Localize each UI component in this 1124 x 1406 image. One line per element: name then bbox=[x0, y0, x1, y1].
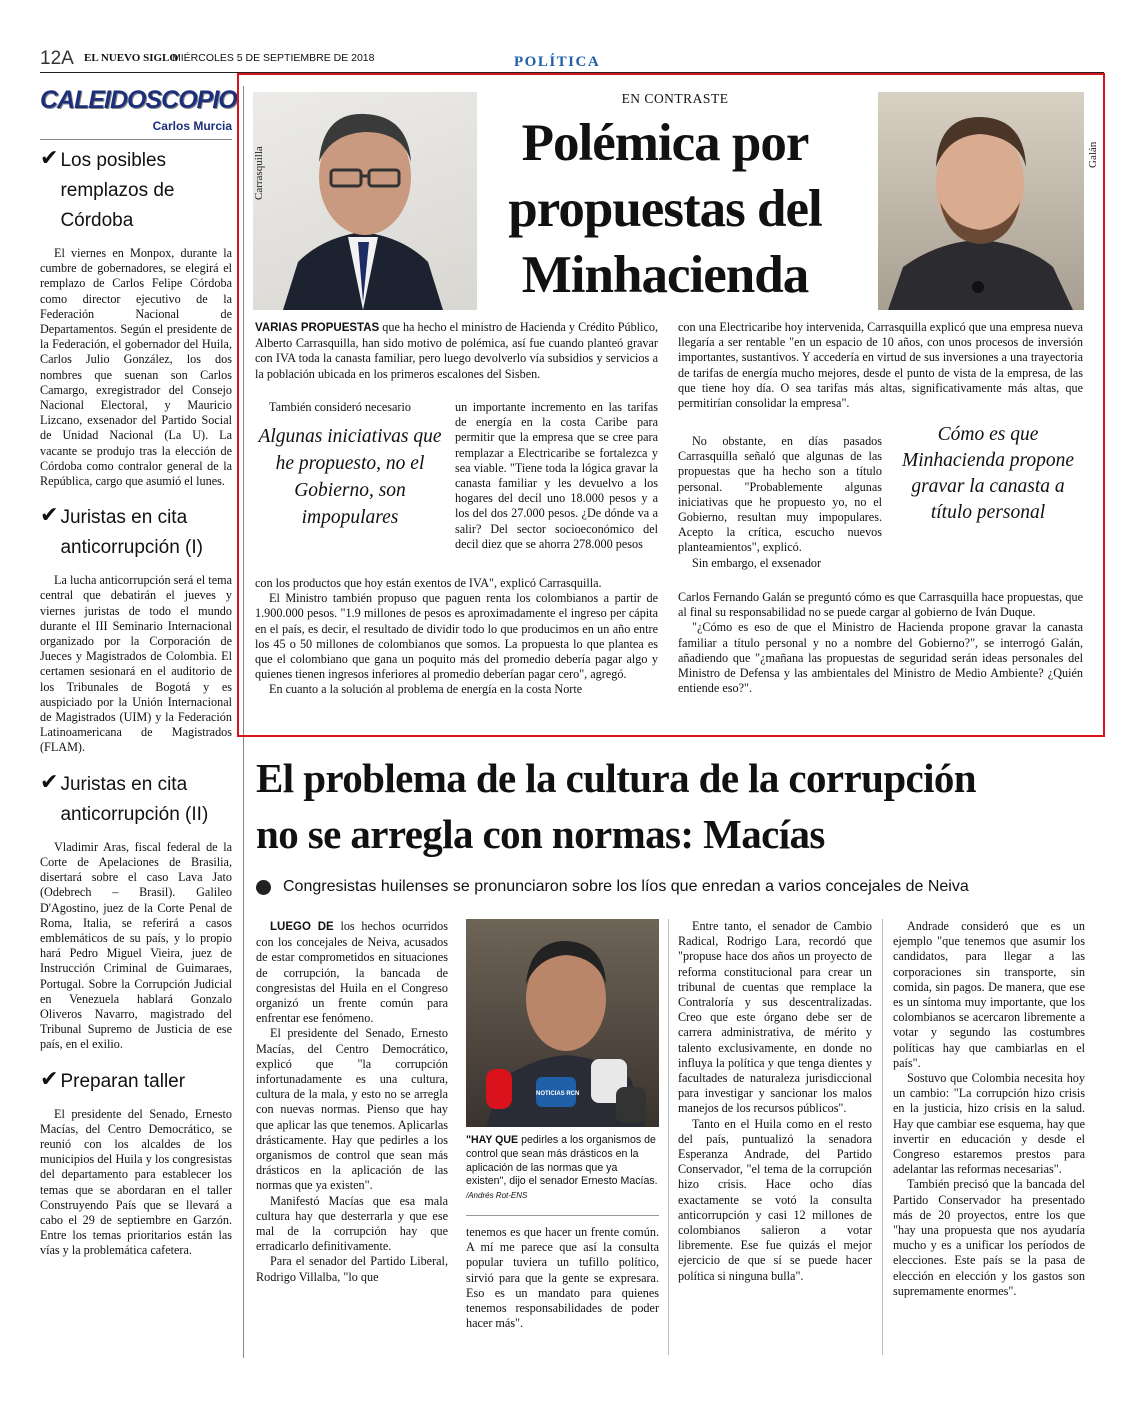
checkmark-icon: ✔ bbox=[40, 769, 59, 795]
story-kicker: EN CONTRASTE bbox=[621, 91, 729, 106]
second-story-col4 bbox=[893, 919, 1085, 1299]
paragraph: También precisó que la bancada del Partido Conservador ha presentado más de 20 proyectos, entre los que "hay una propuesta que nos ayudaría mucho y es a unificar los períodos de elecciones. Este país se la pasa de elección en elección y los gastos son supremamente enormes". bbox=[893, 1177, 1085, 1298]
top-story-col1-lower bbox=[255, 576, 658, 698]
subhead-text: Congresistas huilenses se pronunciaron sobre los líos que enredan a varios concejales de Neiva bbox=[283, 878, 969, 895]
sidebar-item-text: El presidente del Senado, Ernesto Macías, del Centro Democrático, se reunió con los alcaldes de los municipios del Huila y los congresistas del departamento para establecer los temas que se abordaran en el taller Construyendo País que se llevará a cabo el 29 de septiembre en Garzón. Entre los temas prioritarios están las vías y la problemática cafetera. bbox=[40, 1106, 232, 1258]
pull-quote-right: Cómo es que Minhacienda propone gravar la canasta a título personal bbox=[901, 424, 1075, 523]
column-author: Carlos Murcia bbox=[152, 119, 232, 133]
sidebar-item-title: Preparan taller bbox=[60, 1070, 186, 1092]
second-subhead bbox=[256, 878, 1104, 896]
second-story-col1 bbox=[256, 919, 448, 1285]
paragraph: El Ministro también propuso que paguen renta los colombianos a partir de 1.900.000 pesos. "1.9 millones de pesos es aproximadamente el ingreso per cápita en el país, es decir, el resultado de dividir todo lo que producimos en un año entre los 45 o 50 millones de colombianos que somos. La propuesta lo que plantea es que el colombiano que gana un poquito más del promedio debería pagar algo y quienes tienen ingresos inferiores al promedio deberían pagar cero", agregó. bbox=[255, 591, 658, 682]
macias-photo bbox=[466, 919, 659, 1127]
sidebar-item bbox=[40, 1067, 232, 1259]
headline-line: no se arregla con normas: Macías bbox=[256, 811, 825, 857]
mic-label: NOTICIAS RCN bbox=[536, 1091, 580, 1097]
second-headline bbox=[256, 750, 1104, 862]
carrasquilla-photo bbox=[253, 92, 477, 310]
paragraph: En cuanto a la solución al problema de energía en la costa Norte bbox=[269, 682, 583, 697]
sidebar-item-text: La lucha anticorrupción será el tema central que debatirán el jueves y viernes juristas de todo el mundo durante el III Seminario Internacional organizado por la Corporación de Jueces y Magistrados de Colombia. El certamen sesionará en el auditorio de los Tribunales de Bogotá y es auspiciado por la Unión Internacional de Magistrados (UIM) y la Federación Latinoamericana de Magistrados (FLAM). bbox=[40, 573, 232, 755]
pull-quote-left: Algunas iniciativas que he propuesto, no el Gobierno, son impopulares bbox=[258, 426, 442, 528]
paragraph: Sostuvo que Colombia necesita hoy un cambio: "La corrupción hizo crisis en la justicia, hizo crisis en la salud. Hay que cambiar ese esquema, hay que invertir en educación y desde el Congreso estaremos prestos para adelantar las reformas necesarias". bbox=[893, 1071, 1085, 1177]
top-story-col1 bbox=[255, 320, 658, 382]
lead-caps: LUEGO DE bbox=[270, 921, 334, 933]
headline-line: Polémica por bbox=[521, 114, 809, 172]
paragraph: Carlos Fernando Galán se preguntó cómo es que Carrasquilla hace propuestas, que al final su responsabilidad no se puede cargar al gobierno de Iván Duque. bbox=[678, 590, 1083, 620]
top-story-col2 bbox=[678, 320, 1083, 411]
paragraph bbox=[255, 320, 658, 382]
lead-caps: VARIAS PROPUESTAS bbox=[255, 322, 380, 334]
paragraph: Andrade consideró que es un ejemplo "que tenemos que asumir los candidatos, para llegar a las corporaciones sin transporte, sin comida, sin pagos. De manera, que ese es un síntoma muy importante, que los colombianos se acercaron libremente a votar y segundo las costumbres políticas hay que cambiarlas en el país". bbox=[893, 919, 1085, 1070]
sidebar-item-text: Vladimir Aras, fiscal federal de la Corte de Apelaciones de Brasilia, disertará sobre el caso Lava Jato (Odebrech – Brasil). Galileo D'Agostino, juez de la Corte Penal de Roma, Italia, se referirá a casos emblemáticos de su país, y lo propio hará Pedro Miguel Vieira, juez de Instrucción Criminal de Guimaraes, Portugal. Sobre la Corrupción Judicial en Venezuela hablará Gonzalo Oliveros Navarro, magistrado del Tribunal Supremo de Justicia de ese país, en el exilio. bbox=[40, 839, 232, 1052]
paragraph: tenemos es que hacer un frente común. A mí me parece que así la consulta popular tuviera un tufillo político, sirvió para que la gente se expresara. Eso es un mandato para quienes tenemos responsabilidades de poder hacer más". bbox=[466, 1225, 659, 1331]
top-story-col1-intro: También consideró necesario bbox=[269, 400, 411, 414]
photo-caption-left: Carrasquilla bbox=[253, 146, 265, 200]
bullet-icon bbox=[256, 880, 271, 895]
top-headline bbox=[475, 110, 855, 308]
section-label: POLÍTICA bbox=[514, 54, 601, 70]
paragraph: Tanto en el Huila como en el resto del país, puntualizó la senadora Esperanza Andrade, del Partido Conservador, "el tema de la corrupción hizo crisis. Hace ocho días exactamente se votó la consulta anticorrupción y casi 12 millones de colombianos salieron a votar libremente. Ese fue quizás el mejor ejercicio de que sí se puede hacer política si ninguna bulla". bbox=[678, 1116, 872, 1283]
paragraph: "¿Cómo es eso de que el Ministro de Hacienda propone gravar la canasta familiar a título personal y no a nombre del Gobierno?", se interrogó Galán, añadiendo que "¿mañana las propuestas de seguridad serán ideas personales del Ministro de Defensa y las ambientales del Ministro de Medio Ambiente? ¿Quién entiende eso?". bbox=[678, 620, 1083, 696]
sidebar-item-title: Juristas en cita anticorrupción (II) bbox=[60, 773, 209, 825]
page-header bbox=[40, 48, 1092, 70]
paragraph-text: que ha hecho el ministro de Hacienda y Crédito Público, Alberto Carrasquilla, han sido motivo de polémica, así fue cuando planteó gravar con IVA toda la canasta familiar, pero luego devolverlo vía subsidios y servicios a la población ubicada en los primeros escalones del Sisben. bbox=[255, 320, 658, 381]
photo-caption-right: Galán bbox=[1087, 141, 1099, 168]
sidebar-item-text: El viernes en Monpox, durante la cumbre de gobernadores, se elegirá el remplazo de Carlos Felipe Córdoba como director ejecutivo de la Federación Nacional de Departamentos. Según el presidente de la Federación, el gobernador del Huila, Carlos Julio González, los dos nombres que suenan son Carlos Camargo, exregistrador del Consejo Nacional Electoral, y Mauricio Lizcano, exsenador del Partido Social de Unidad Nacional (La U). La vacante se produjo tras la elección de Córdoba como contralor general de la República, cargo que asumió el lunes. bbox=[40, 246, 232, 489]
paragraph-text: los hechos ocurridos con los concejales de Neiva, acusados de estar comprometidos en situaciones de corrupción, la bancada de congresistas del Huila en el Congreso organizó un frente común para enfrentar ese fenómeno. bbox=[256, 919, 448, 1026]
paragraph: Manifestó Macías que esa mala cultura hay que desterrarla y que ese mal de la corrupción hay que erradicarlo definitivamente. bbox=[256, 1193, 448, 1254]
paper-name: EL NUEVO SIGLO bbox=[84, 52, 178, 64]
checkmark-icon: ✔ bbox=[40, 1066, 59, 1092]
headline-line: propuestas del bbox=[508, 180, 822, 238]
sidebar-item bbox=[40, 146, 232, 489]
column-title: CALEIDOSCOPIO bbox=[40, 86, 237, 114]
caption-lead: "HAY QUE bbox=[466, 1134, 519, 1146]
paragraph: El presidente del Senado, Ernesto Macías, del Centro Democrático, explicó que "la corrupción infortunadamente es una cultura, cultura de la mala, y esto no se arregla con nuevas normas. Pienso que hay que aplicar las que tenemos. Aplicarlas drásticamente. Hay que pedirles a los organismos de control que sean más drásticos en la aplicación de las normas que ya existen". bbox=[256, 1026, 448, 1193]
sidebar-item bbox=[40, 770, 232, 1053]
paragraph: con los productos que hoy están exentos de IVA", explicó Carrasquilla. bbox=[255, 576, 602, 590]
paragraph bbox=[256, 919, 448, 1026]
headline-line: Minhacienda bbox=[521, 246, 809, 304]
checkmark-icon: ✔ bbox=[40, 146, 59, 171]
paragraph: No obstante, en días pasados Carrasquilla señaló que algunas de las propuestas que ha hecho son a título personal. "Probablemente algunas iniciativas que he propuesto yo, no el Gobierno, resultan muy impopulares. Acepto la crítica, escucho nuevos planteamientos", explicó. bbox=[678, 434, 882, 555]
galan-photo bbox=[878, 92, 1084, 310]
second-story-col3 bbox=[678, 919, 872, 1284]
second-story-col2 bbox=[466, 1225, 659, 1331]
issue-date: MIÉRCOLES 5 DE SEPTIEMBRE DE 2018 bbox=[172, 52, 375, 64]
checkmark-icon: ✔ bbox=[40, 503, 59, 529]
portrait-illustration bbox=[878, 92, 1084, 310]
top-story-col2-narrow bbox=[678, 434, 882, 571]
page-number: 12A bbox=[40, 48, 74, 69]
caption-rule bbox=[466, 1215, 659, 1216]
top-story-col1-narrow: un importante incremento en las tarifas de energía en la costa Caribe para permitir que la empresa que se cree para remplazar a Electricaribe se fortalezca y sea viable. "Tiene toda la lógica gravar la canasta familiar y les devuelvo a los hogares del decil uno 18.000 pesos y a los del dos 27.000 pesos. ¿De dónde va a salir? Del sector socioeconómico del decil diez que se ahorra 278.000 pesos bbox=[455, 400, 658, 551]
paragraph: Sin embargo, el exsenador bbox=[692, 555, 822, 570]
portrait-illustration bbox=[253, 92, 477, 310]
paragraph: Para el senador del Partido Liberal, Rodrigo Villalba, "lo que bbox=[256, 1254, 448, 1284]
photo-caption bbox=[466, 1134, 659, 1203]
paragraph: Entre tanto, el senador de Cambio Radical, Rodrigo Lara, recordó que "propuse hace dos años un proyecto de reforma constitucional para crear un tribunal de cuentas que remplace la Contraloría y sus descentralizadas. Creo que este órgano debe ser de carrera administrativa, de mérito y talento exclusivamente, en donde no influya la política y que tenga dientes y facultades de naturaleza jurisdiccional para investigar y sancionar los malos manejos de los recursos públicos". bbox=[678, 919, 872, 1116]
sidebar-item-title: Los posibles remplazos de Córdoba bbox=[60, 150, 175, 231]
sidebar-item-title: Juristas en cita anticorrupción (I) bbox=[60, 507, 203, 559]
paragraph: con una Electricaribe hoy intervenida, Carrasquilla explicó que una empresa nueva llegaría a ser rentable "en un espacio de 10 años, con unos procesos de inversión importantes, sustantivos. Y accedería en virtud de sus inversiones a una trayectoria de tarifas de energía mucho mejores, desde el punto de vista de la empresa, de las que tiene hoy día. O sea tarifas más altas, significativamente más altas, que permitirían consolidar la empresa". bbox=[678, 320, 1083, 411]
headline-line: El problema de la cultura de la corrupción bbox=[256, 755, 977, 801]
column-divider bbox=[668, 919, 669, 1355]
sidebar-item bbox=[40, 503, 232, 755]
column-divider bbox=[882, 919, 883, 1355]
sidebar-column bbox=[40, 86, 237, 1356]
top-story-col2-lower bbox=[678, 590, 1083, 696]
photo-credit: /Andrés Rot-ENS bbox=[466, 1191, 528, 1201]
caption-text: pedirles a los organismos de control que sean más drásticos en la aplicación de las normas que ya existen", dijo el senador Ernesto Macías. bbox=[466, 1134, 658, 1188]
